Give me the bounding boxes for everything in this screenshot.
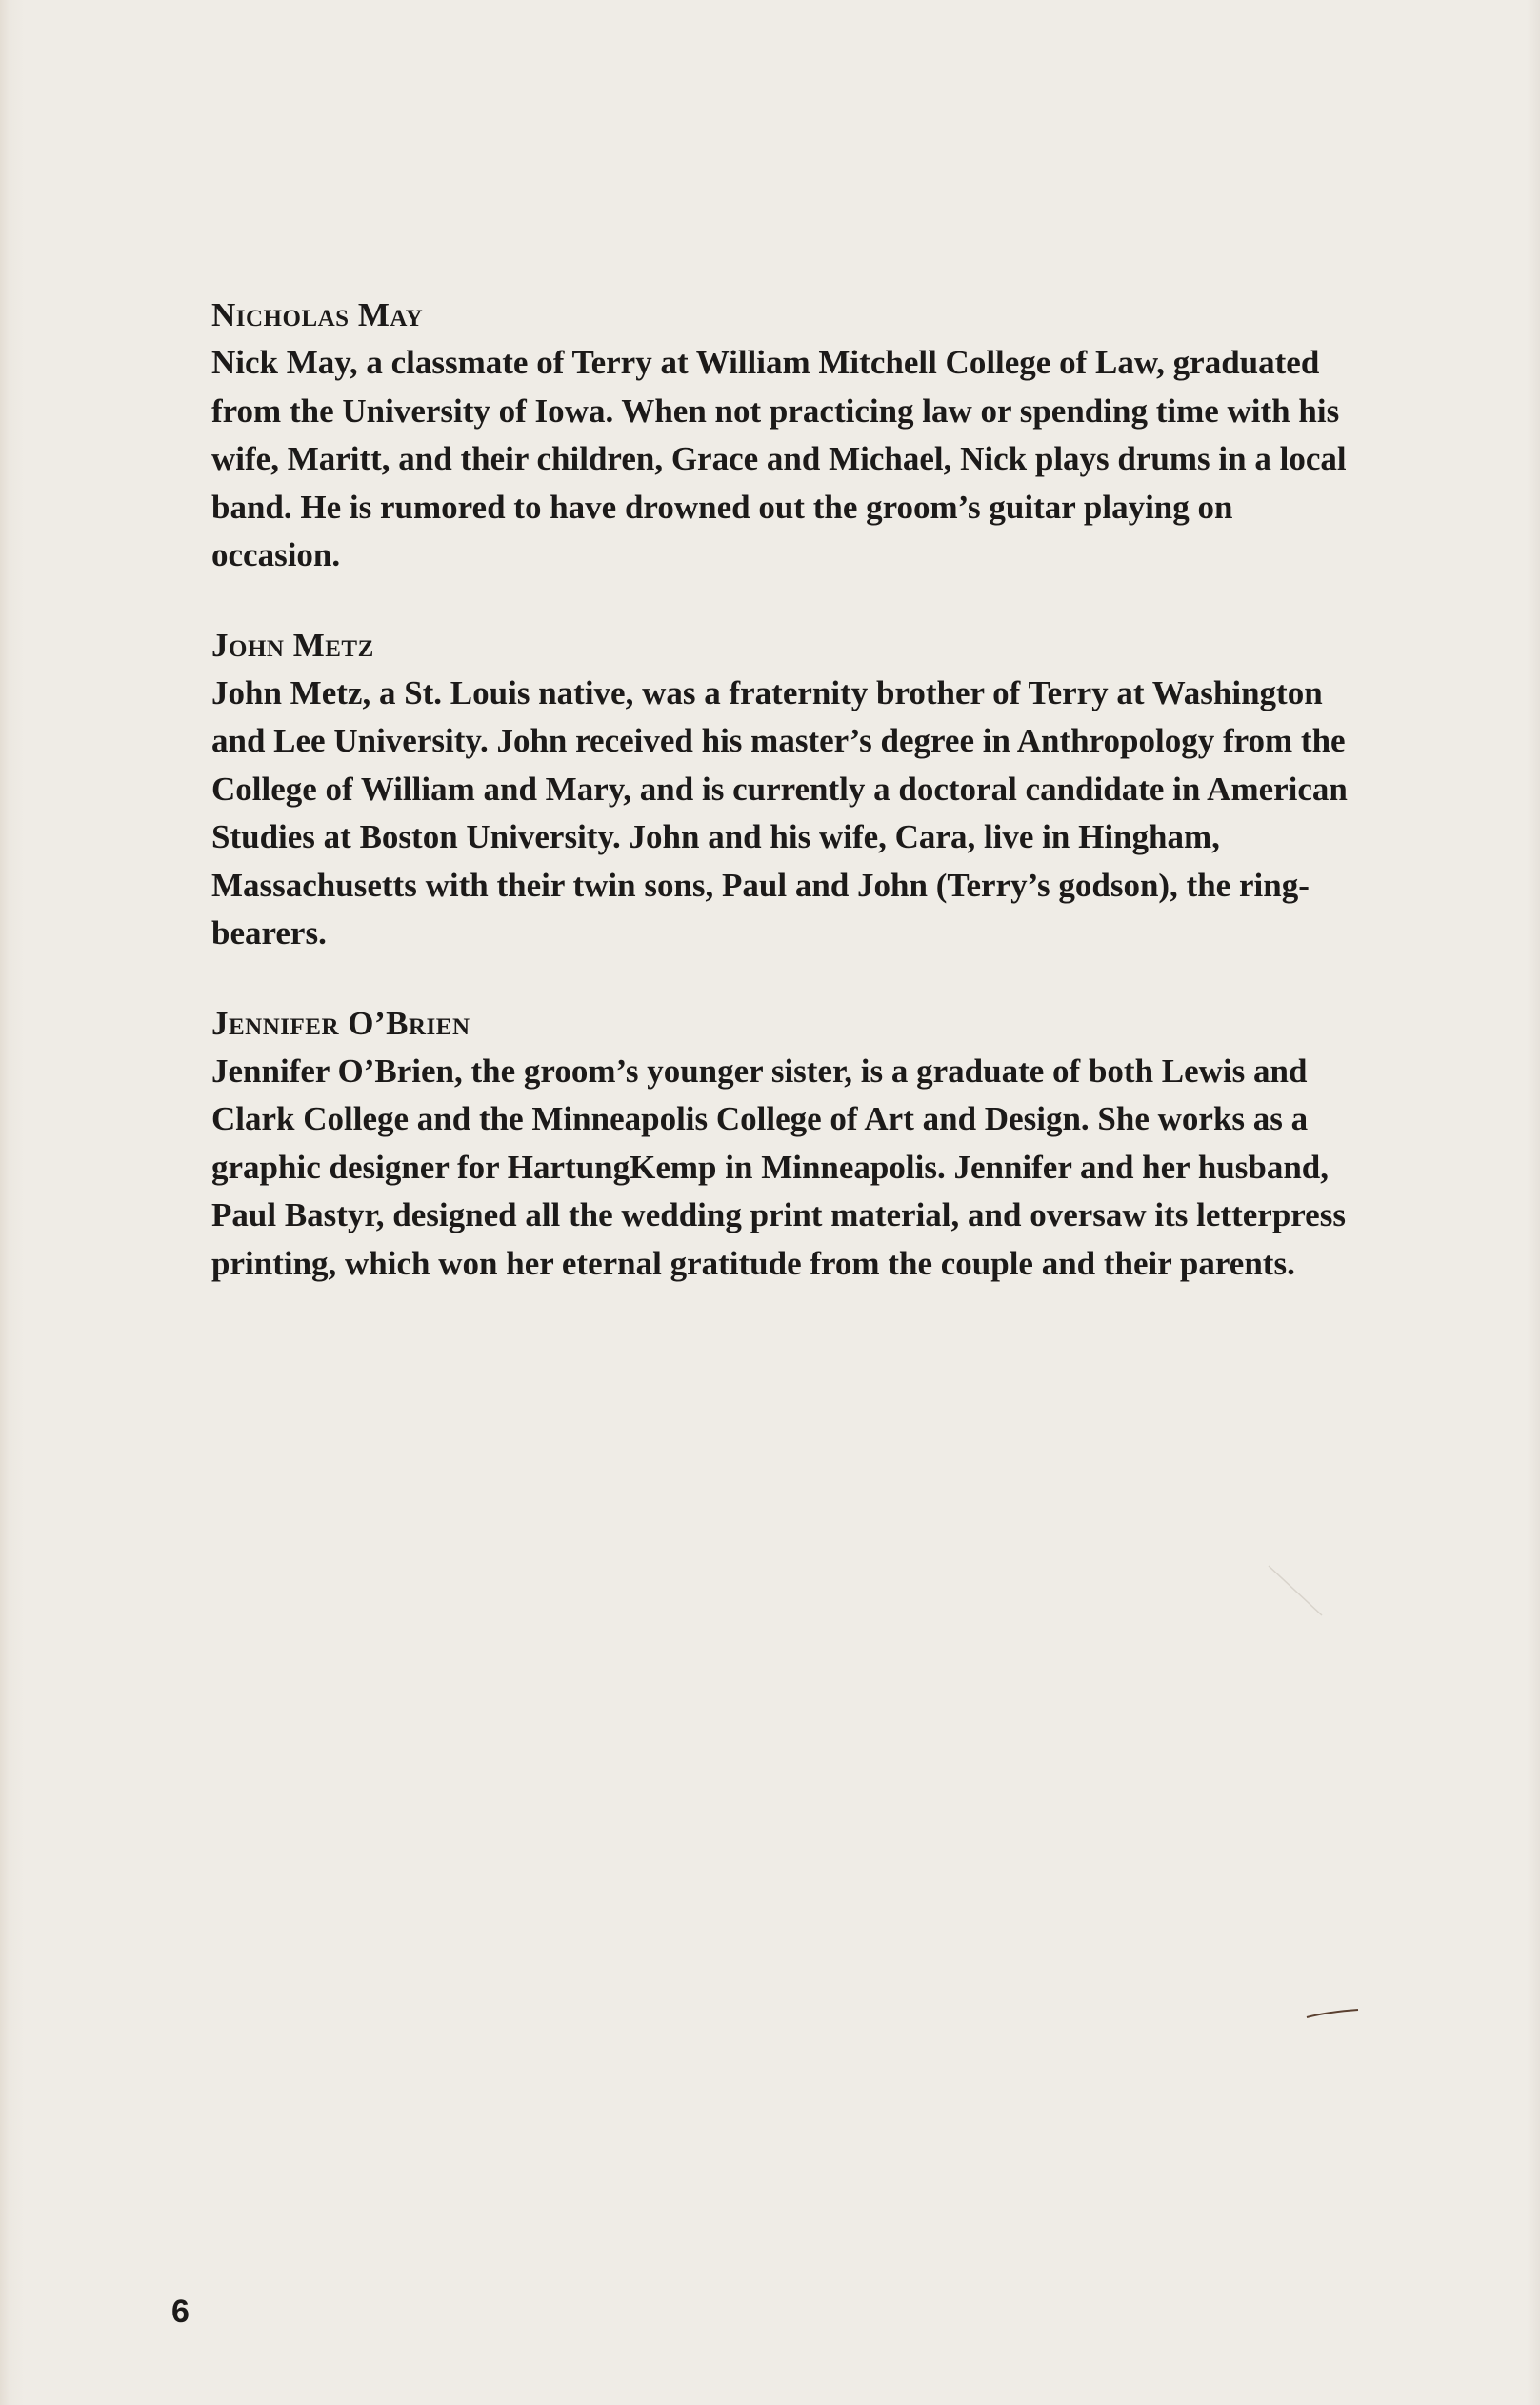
bio-name: John Metz — [211, 626, 374, 664]
faint-paper-mark — [1267, 1562, 1324, 1619]
bio-name: Nicholas May — [211, 296, 424, 333]
pencil-mark — [1305, 2008, 1360, 2019]
bio-name: Jennifer O’Brien — [211, 1004, 470, 1042]
page-edge — [1527, 0, 1540, 2405]
page-number: 6 — [171, 2294, 190, 2330]
bio-section-john-metz — [211, 624, 1364, 958]
bio-text: Jennifer O’Brien, the groom’s younger sister, is a graduate of both Lewis and Clark College and the Minneapolis College of Art and Design. She works as a graphic designer for HartungKemp in Minneapolis. Jennifer and her husband, Paul Bastyr, designed all the wedding print material, and oversaw its letterpress printing, which won her eternal gratitude from the couple and their parents. — [211, 1052, 1346, 1282]
biography-content — [211, 293, 1364, 1332]
bio-text: Nick May, a classmate of Terry at William Mitchell College of Law, graduated from the University of Iowa. When not practicing law or spending time with his wife, Maritt, and their children, Grace and Michael, Nick plays drums in a local band. He is rumored to have drowned out the groom’s guitar playing on occasion. — [211, 344, 1347, 573]
bio-section-nicholas-may — [211, 293, 1364, 580]
bio-section-jennifer-obrien — [211, 1002, 1364, 1289]
bio-text: John Metz, a St. Louis native, was a fraternity brother of Terry at Washington and Lee University. John received his master’s degree in Anthropology from the College of William and Mary, and is currently a doctoral candidate in American Studies at Boston University. John and his wife, Cara, live in Hingham, Massachusetts with their twin sons, Paul and John (Terry’s godson), the ring-bearers. — [211, 673, 1348, 952]
